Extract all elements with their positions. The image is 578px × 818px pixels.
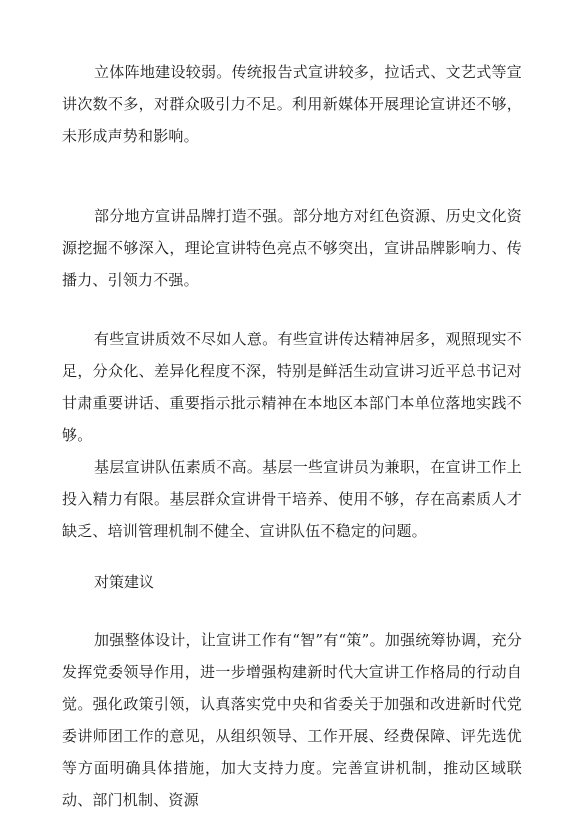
paragraph-1: 立体阵地建设较弱。传统报告式宣讲较多，拉话式、文艺式等宣讲次数不多，对群众吸引力不足。利用新媒体开展理论宣讲还不够，未形成声势和影响。 [62,63,522,145]
paragraph-4: 基层宣讲队伍素质不高。基层一些宣讲员为兼职，在宣讲工作上投入精力有限。基层群众宣讲骨干培养、使用不够，存在高素质人才缺乏、培训管理机制不健全、宣讲队伍不稳定的问题。 [62,458,522,540]
paragraph-5: 加强整体设计，让宣讲工作有“智”有“策”。加强统筹协调，充分发挥党委领导作用，进一步增强构建新时代大宣讲工作格局的行动自觉。强化政策引领，认真落实党中央和省委关于加强和改进新时代党委讲师团工作的意见，从组织领导、工作开展、经费保障、评先选优等方面明确具体措施，加大支持力度。完善宣讲机制，推动区域联动、部门机制、资源 [62,631,522,809]
paragraph-2: 部分地方宣讲品牌打造不强。部分地方对红色资源、历史文化资源挖掘不够深入，理论宣讲特色亮点不够突出，宣讲品牌影响力、传播力、引领力不强。 [62,207,522,289]
paragraph-3: 有些宣讲质效不尽如人意。有些宣讲传达精神居多，观照现实不足，分众化、差异化程度不深，特别是鲜活生动宣讲习近平总书记对甘肃重要讲话、重要指示批示精神在本地区本部门本单位落地实践不够。 [62,330,522,444]
section-heading: 对策建议 [94,573,155,591]
